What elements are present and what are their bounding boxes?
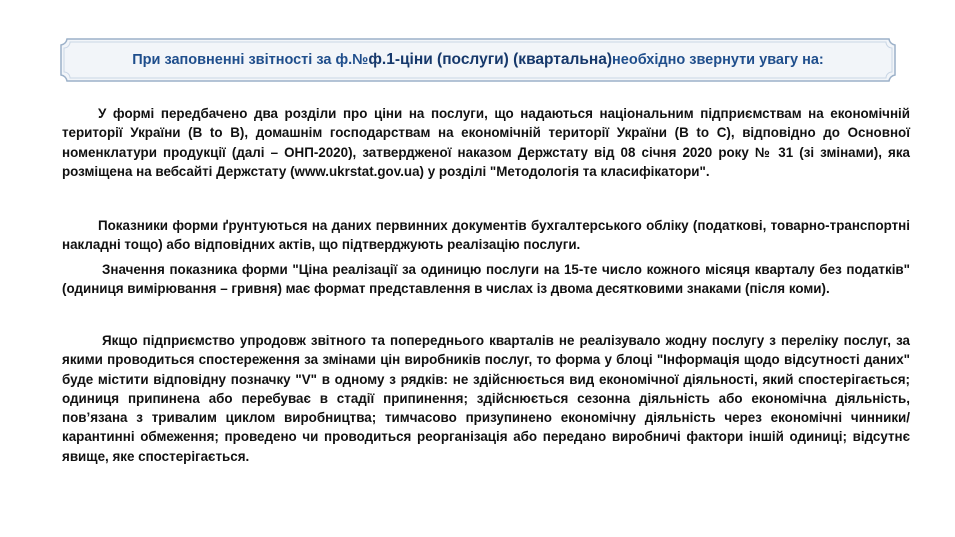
banner-title-form-name: ф.1-ціни (послуги) (квартальна) — [368, 51, 613, 68]
paragraph-price-format — [62, 260, 910, 299]
paragraph-primary-documents — [62, 216, 910, 255]
banner-title-part1: При заповненні звітності за ф.№ — [132, 52, 369, 68]
paragraph-text: У формі передбачено два розділи про ціни на послуги, що надаються національним підприємствам на економічній території України (B to B), домашнім господарствам на економічній території України (B to C), відповідно до Основної номенклатури продукції (далі – ОНП-2020), затвердженої наказом Держстату від 08 січня 2020 року № 31 (зі змінами), яка розміщена на вебсайті Держстату (www.ukrstat.gov.ua) у розділі "Методологія та класифікатори". — [62, 106, 910, 179]
title-banner — [60, 38, 896, 82]
paragraph-text: Значення показника форми "Ціна реалізації за одиницю послуги на 15-те число кожного місяця кварталу без податків" (одиниця вимірювання – гривня) має формат представлення в числах із двома десятковими знаками (після коми). — [62, 262, 910, 297]
banner-title-part3: необхідно звернути увагу на: — [612, 52, 824, 68]
paragraph-text: Показники форми ґрунтуються на даних первинних документів бухгалтерського обліку (податкові, товарно-транспортні накладні тощо) або відповідних актів, що підтверджують реалізацію послуги. — [62, 218, 910, 253]
paragraph-text: Якщо підприємство упродовж звітного та попереднього кварталів не реалізувало жодну послугу з переліку послуг, за якими проводиться спостереження за змінами цін виробників послуг, то форма у блоці "Інформація щодо відсутності даних" буде містити відповідну позначку "V" в одному з рядків: не здійснюється вид економічної діяльності, який спостерігається; одиниця припинена або перебуває в стадії припинення; здійснюється сезонна діяльність або економічна діяльність, пов’язана з тривалим циклом виробництва; тимчасово призупинено економічну діяльність через економічні чинники/карантинні обмеження; проведено чи проводиться реорганізація або передано виробничі фактори іншій одиниці; відсутнє явище, яке спостерігається. — [62, 333, 910, 464]
paragraph-missing-data — [62, 331, 910, 466]
banner-title — [60, 38, 896, 82]
paragraph-sections — [62, 104, 910, 181]
